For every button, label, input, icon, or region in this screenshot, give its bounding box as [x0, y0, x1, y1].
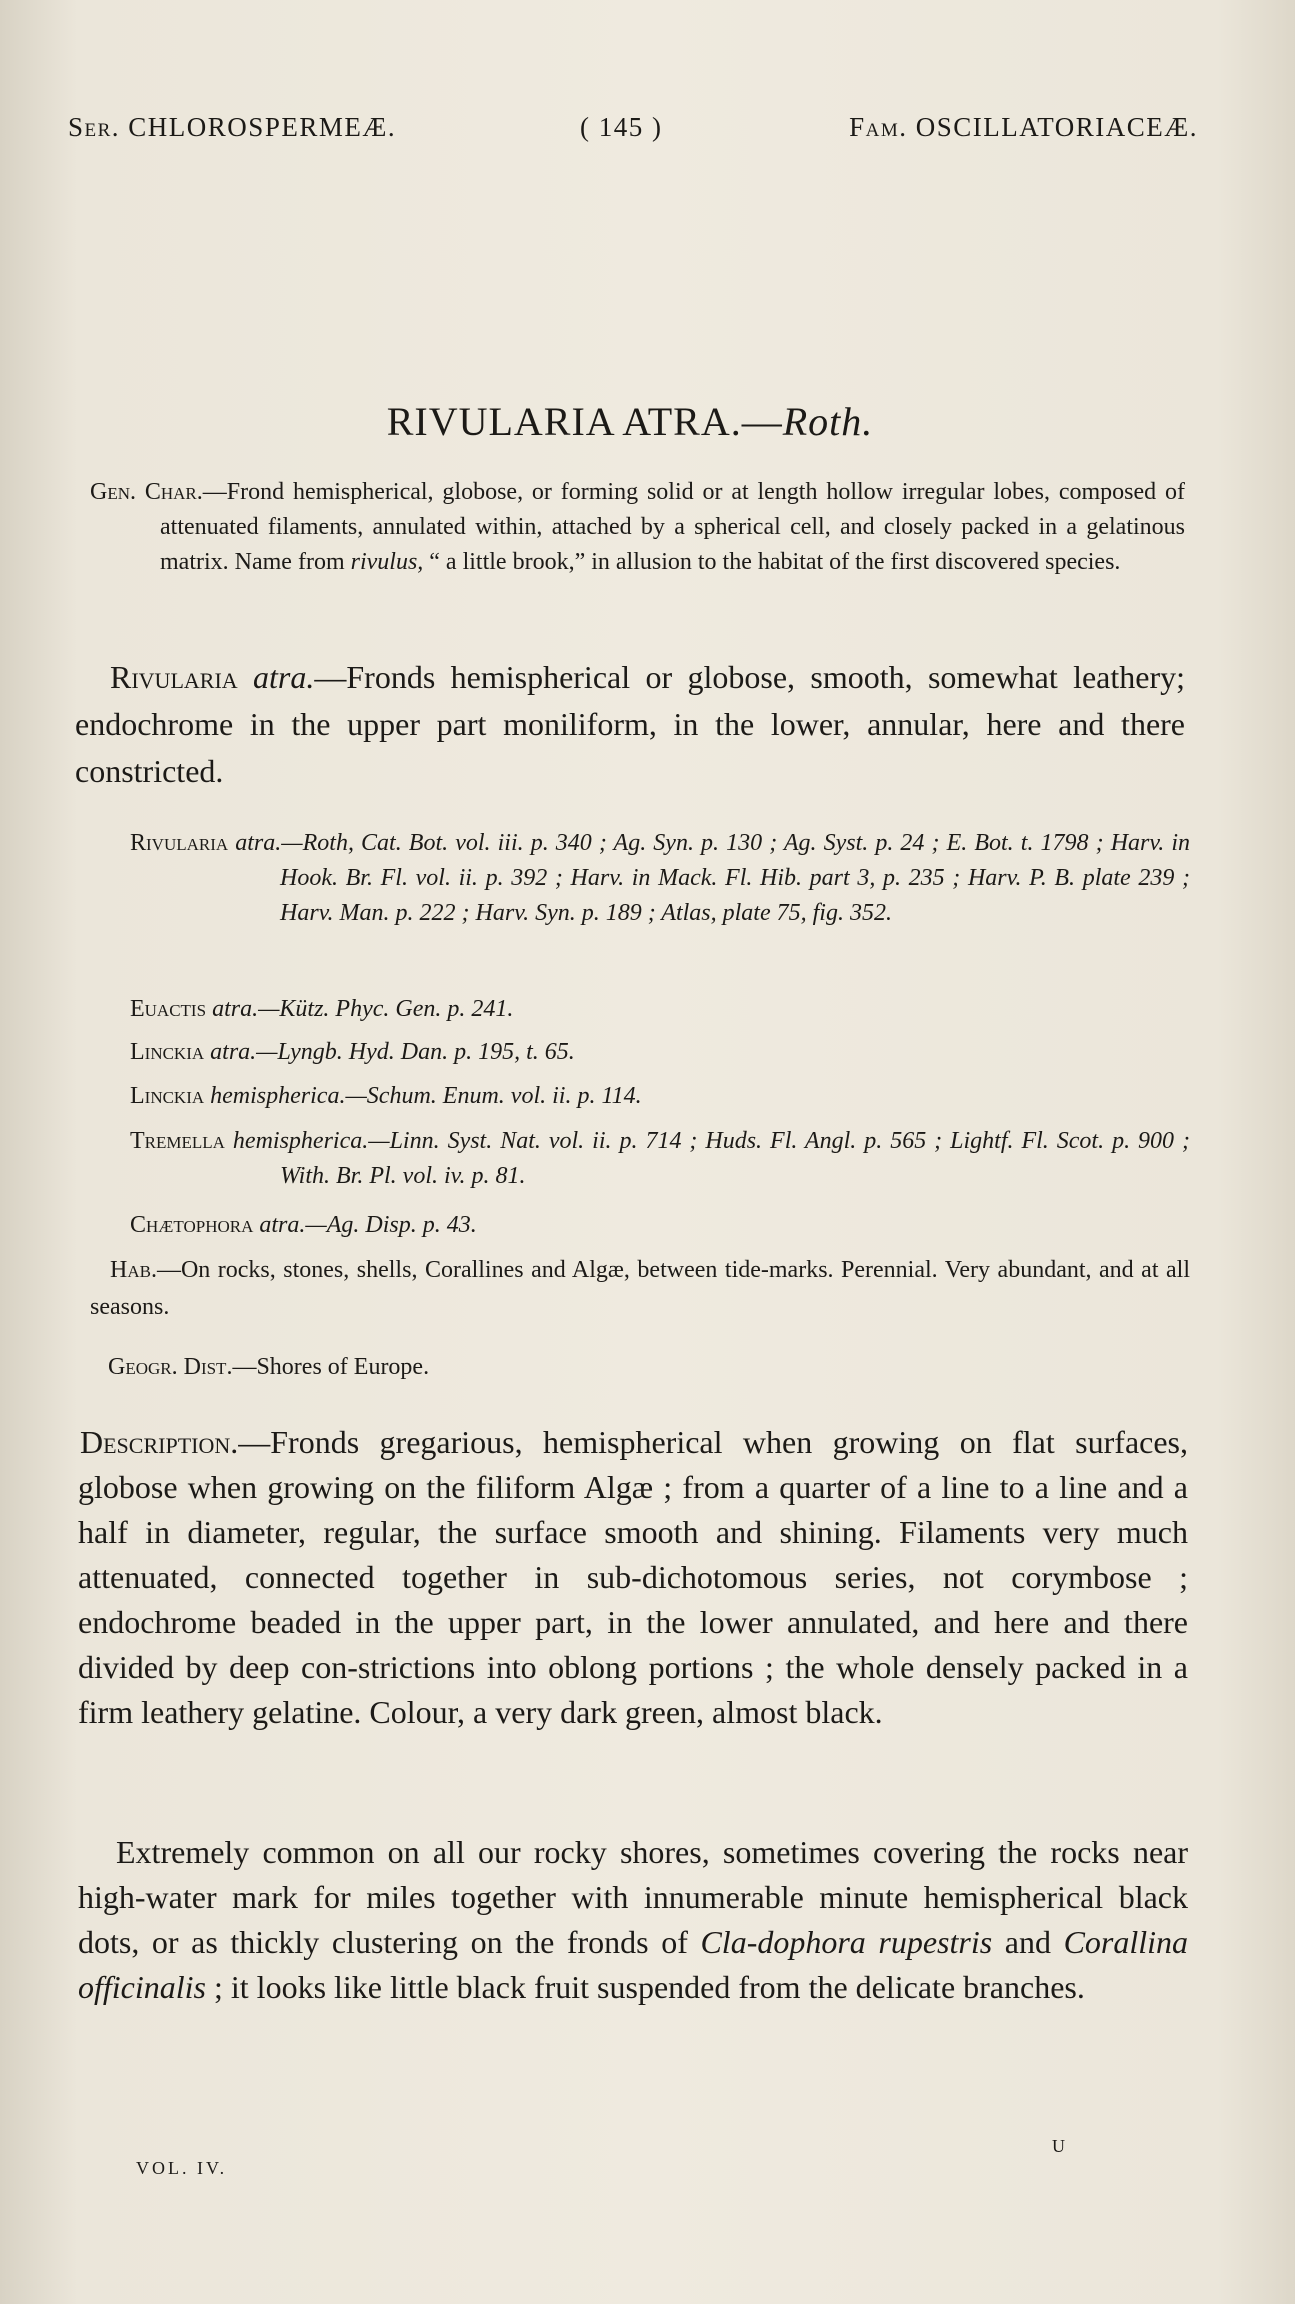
synonym-species: hemispherica.	[232, 1128, 369, 1154]
family-heading: Fam. OSCILLATORIACEÆ.	[849, 112, 1198, 142]
gen-char-text: —Frond hemispherical, globose, or forming solid or at length hollow irregular lobes, composed of attenuated filaments, annulated within, attached by a spherical cell, and closely packed in a gelatinous matrix. Name from	[160, 479, 1185, 575]
synonym-entry	[130, 1124, 1190, 1194]
synonym-reference: —Lyngb. Hyd. Dan. p. 195, t. 65.	[256, 1039, 575, 1065]
remarks-paragraph	[78, 1830, 1188, 2010]
signature-mark: U	[1052, 2136, 1065, 2156]
page-number: ( 145 )	[580, 112, 663, 142]
synonym-reference: —Schum. Enum. vol. ii. p. 114.	[345, 1083, 642, 1109]
synonym-species: hemispherica.	[210, 1083, 346, 1109]
description-text: —Fronds gregarious, hemispherical when growing on flat surfaces, globose when growing on the filiform Algæ ; from a quarter of a line to a line and a half in diameter, regular, the surface smooth and shining. Filaments very much attenuated, connected together in sub-dichotomous series, not corymbose ; endochrome beaded in the upper part, in the lower annulated, and here and there divided by deep con-strictions into oblong portions ; the whole densely packed in a firm leathery gelatine. Colour, a very dark green, almost black.	[78, 1424, 1188, 1730]
geographic-distribution	[108, 1350, 1188, 1385]
remarks-term-1: Cla-dophora rupestris	[700, 1924, 993, 1960]
gen-char-term: rivulus,	[350, 549, 424, 575]
description-label: Description.	[80, 1424, 239, 1460]
geogr-text: —Shores of Europe.	[232, 1354, 430, 1380]
synonym-genus: Linckia	[130, 1039, 205, 1065]
synonym-reference: —Kütz. Phyc. Gen. p. 241.	[258, 996, 514, 1022]
synonym-genus: Euactis	[130, 996, 207, 1022]
geogr-label: Geogr. Dist.	[108, 1354, 233, 1380]
volume-mark: VOL. IV.	[136, 2158, 228, 2178]
remarks-text-3: ; it looks like little black fruit suspended from the delicate branches.	[206, 1969, 1085, 2005]
remarks-text-1: Extremely common on all our rocky shores, sometimes covering the rocks near high-water mark for miles together with innumerable minute hemispherical black dots, or as thickly clustering on the fronds of	[78, 1834, 1188, 1960]
gen-char-text-2: “ a little brook,” in allusion to the habitat of the first discovered species.	[423, 549, 1121, 575]
synonym-genus: Tremella	[130, 1128, 225, 1154]
synonym-reference: —Ag. Disp. p. 43.	[305, 1212, 477, 1238]
diagnosis-text: —Fronds hemispherical or globose, smooth, somewhat leathery; endochrome in the upper part moniliform, in the lower, annular, here and there constricted.	[75, 659, 1186, 789]
synonym-species: atra.	[259, 1212, 306, 1238]
habitat	[90, 1252, 1190, 1326]
synonym-entry	[130, 1079, 1190, 1114]
synonym-genus: Linckia	[130, 1083, 205, 1109]
synonym-genus: Rivularia	[130, 830, 229, 856]
gen-char-label: Gen. Char.	[90, 479, 203, 505]
diagnosis-species: atra.	[253, 659, 315, 695]
synonym-species: atra.	[210, 1039, 257, 1065]
synonym-species: atra.	[212, 996, 259, 1022]
species-title	[0, 398, 1260, 445]
species-title-author: Roth.	[782, 399, 874, 444]
synonym-entry	[130, 1208, 1190, 1243]
habitat-text: —On rocks, stones, shells, Corallines and Algæ, between tide-marks. Perennial. Very abundant, and at all seasons.	[90, 1257, 1190, 1320]
diagnosis-genus: Rivularia	[110, 659, 238, 695]
habitat-label: Hab.	[110, 1257, 157, 1283]
remarks-text-2: and	[992, 1924, 1064, 1960]
synonym-entry	[130, 826, 1190, 931]
series-heading: Ser. CHLOROSPERMEÆ.	[68, 112, 397, 142]
synonym-entry	[130, 992, 1190, 1027]
synonym-species: atra.	[235, 830, 282, 856]
synonym-reference: —Linn. Syst. Nat. vol. ii. p. 714 ; Huds. Fl. Angl. p. 565 ; Lightf. Fl. Scot. p. 900 ; With. Br. Pl. vol. iv. p. 81.	[280, 1128, 1191, 1189]
generic-character	[90, 475, 1185, 580]
description	[78, 1420, 1188, 1735]
synonym-genus: Chætophora	[130, 1212, 254, 1238]
running-head	[68, 112, 1198, 152]
species-title-main: RIVULARIA ATRA.—	[386, 399, 783, 444]
synonym-reference: —Roth, Cat. Bot. vol. iii. p. 340 ; Ag. Syn. p. 130 ; Ag. Syst. p. 24 ; E. Bot. t. 1798 ; Harv. in Hook. Br. Fl. vol. ii. p. 392 ; Harv. in Mack. Fl. Hib. part 3, p. 235 ; Harv. P. B. plate 239 ; Harv. Man. p. 222 ; Harv. Syn. p. 189 ; Atlas, plate 75, fig. 352.	[280, 830, 1190, 926]
remarks-term-2: Corallina officinalis	[78, 1924, 1189, 2005]
species-diagnosis	[75, 654, 1185, 795]
synonym-entry	[130, 1035, 1190, 1070]
